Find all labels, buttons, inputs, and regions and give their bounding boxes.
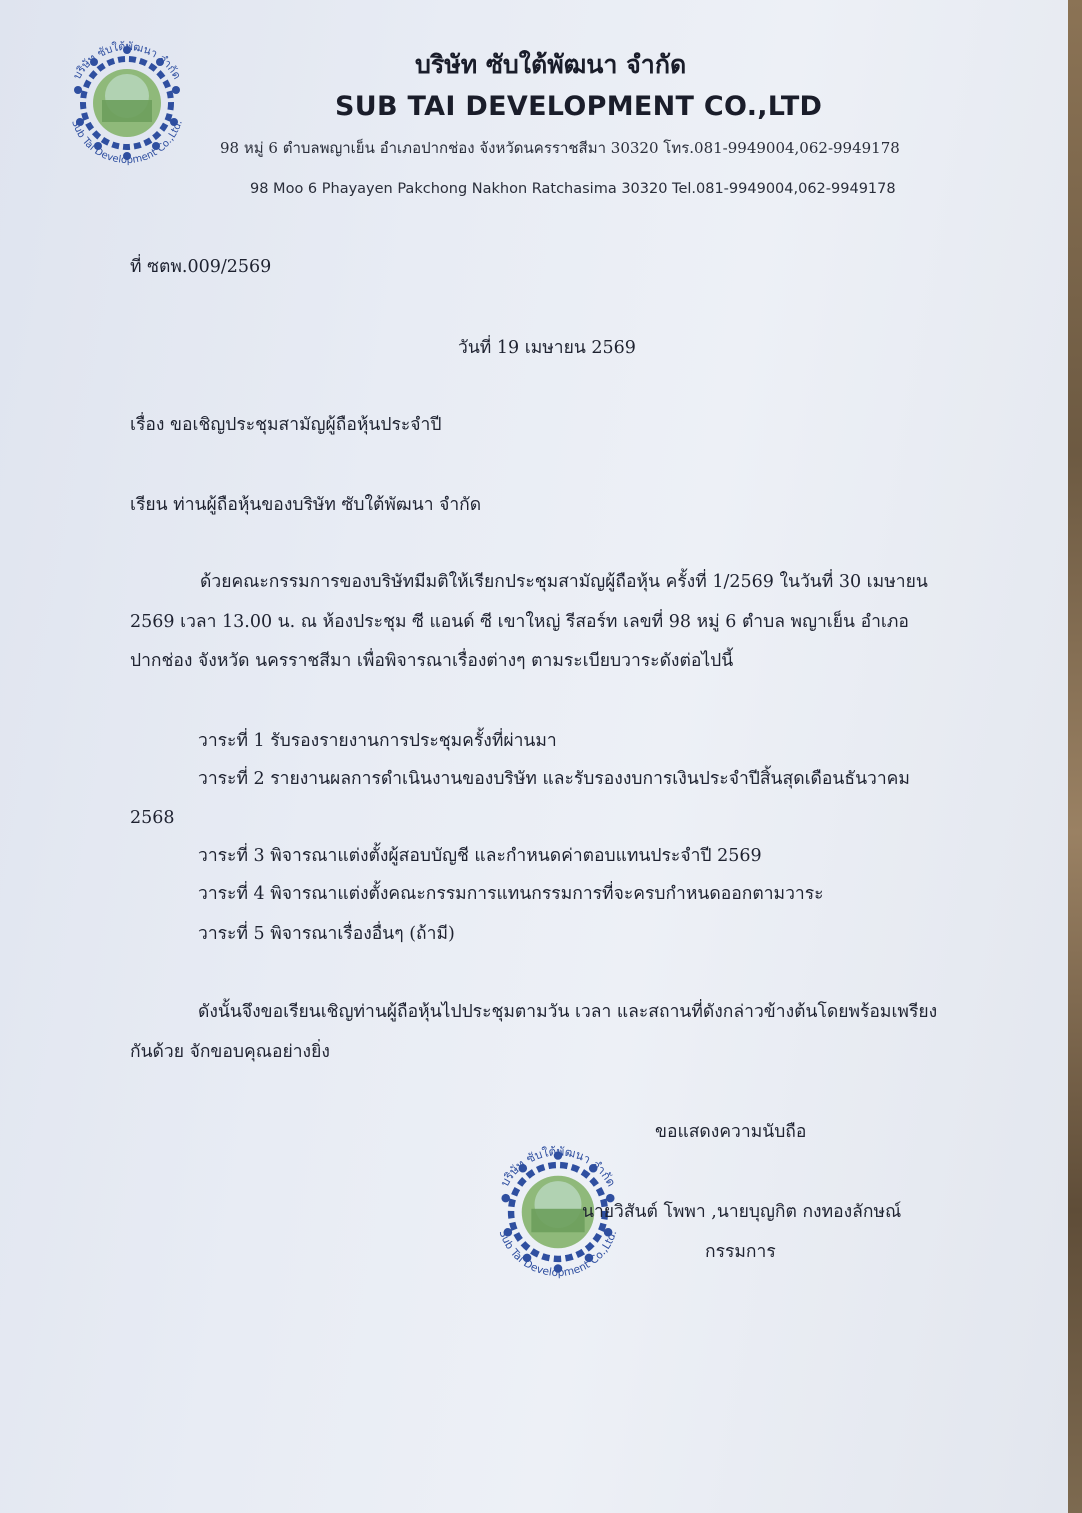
agenda-item-5: วาระที่ 5 พิจารณาเรื่องอื่นๆ (ถ้ามี): [198, 924, 455, 944]
address-thai: 98 หมู่ 6 ตำบลพญาเย็น อำเภอปากช่อง จังหวัดนครราชสีมา 30320 โทร.081-9949004,062-9949178: [220, 139, 900, 157]
signature-title: กรรมการ: [705, 1242, 776, 1262]
svg-text:บริษัท ซับใต้พัฒนา จำกัด: บริษัท ซับใต้พัฒนา จำกัด: [497, 1144, 619, 1189]
svg-text:Sub Tai Development Co.,Ltd.: Sub Tai Development Co.,Ltd.: [69, 118, 185, 167]
agenda-item-3: วาระที่ 3 พิจารณาแต่งตั้งผู้สอบบัญชี และกำหนดค่าตอบแทนประจำปี 2569: [198, 846, 762, 866]
signature-regards: ขอแสดงความนับถือ: [655, 1122, 807, 1142]
letter-salutation: เรียน ท่านผู้ถือหุ้นของบริษัท ซับใต้พัฒนา จำกัด: [130, 495, 482, 515]
address-english: 98 Moo 6 Phayayen Pakchong Nakhon Ratchasima 30320 Tel.081-9949004,062-9949178: [250, 181, 896, 197]
svg-text:บริษัท ซับใต้พัฒนา จำกัด: บริษัท ซับใต้พัฒนา จำกัด: [70, 39, 184, 82]
company-name-english: SUB TAI DEVELOPMENT CO.,LTD: [335, 91, 823, 122]
body-line-1: ด้วยคณะกรรมการของบริษัทมีมติให้เรียกประชุมสามัญผู้ถือหุ้น ครั้งที่ 1/2569 ในวันที่ 30 เมษายน: [200, 572, 928, 592]
company-name-thai: บริษัท ซับใต้พัฒนา จำกัด: [415, 50, 687, 79]
signature-names: นายวิสันต์ โพพา ,นายบุญกิต กงทองลักษณ์: [582, 1202, 902, 1222]
letter-subject: เรื่อง ขอเชิญประชุมสามัญผู้ถือหุ้นประจำปี: [130, 415, 442, 435]
reference-number: ที่ ซตพ.009/2569: [130, 257, 272, 277]
agenda-item-2: วาระที่ 2 รายงานผลการดำเนินงานของบริษัท และรับรองงบการเงินประจำปีสิ้นสุดเดือนธันวาคม: [198, 769, 910, 789]
desk-edge: [1068, 0, 1082, 1513]
company-logo-seal: [52, 28, 202, 178]
closing-line-2: กันด้วย จักขอบคุณอย่างยิ่ง: [130, 1042, 330, 1062]
agenda-item-1: วาระที่ 1 รับรองรายงานการประชุมครั้งที่ผ่านมา: [198, 731, 557, 751]
svg-text:Sub Tai Development Co.,Ltd.: Sub Tai Development Co.,Ltd.: [496, 1228, 620, 1280]
body-line-3: ปากช่อง จังหวัด นครราชสีมา เพื่อพิจารณาเรื่องต่างๆ ตามระเบียบวาระดังต่อไปนี้: [130, 651, 734, 671]
agenda-item-2-continued: 2568: [130, 808, 175, 828]
letter-date: วันที่ 19 เมษายน 2569: [458, 338, 636, 358]
body-line-2: 2569 เวลา 13.00 น. ณ ห้องประชุม ซี แอนด์ ซี เขาใหญ่ รีสอร์ท เลขที่ 98 หมู่ 6 ตำบล พญาเย็น อำเภอ: [130, 612, 909, 632]
agenda-item-4: วาระที่ 4 พิจารณาแต่งตั้งคณะกรรมการแทนกรรมการที่จะครบกำหนดออกตามวาระ: [198, 884, 824, 904]
closing-line-1: ดังนั้นจึงขอเรียนเชิญท่านผู้ถือหุ้นไปประชุมตามวัน เวลา และสถานที่ดังกล่าวข้างต้นโดยพร้อมเพรียง: [198, 1002, 938, 1022]
